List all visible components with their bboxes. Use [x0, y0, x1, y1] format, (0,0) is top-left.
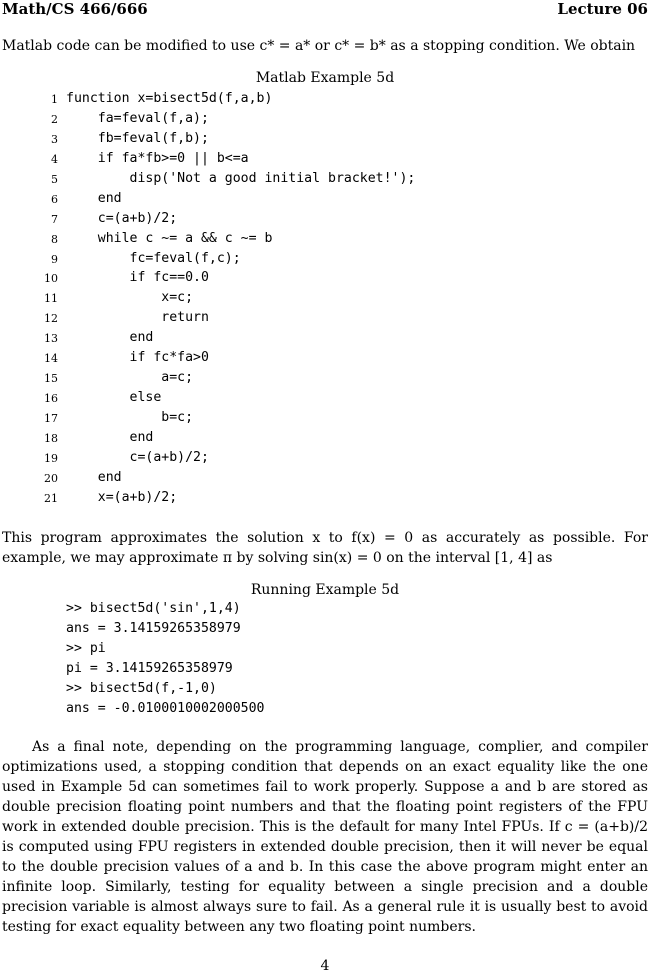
- line-number: 18: [44, 431, 58, 445]
- line-number: 10: [44, 272, 58, 286]
- code-line: [0, 330, 650, 350]
- line-number: 20: [44, 471, 58, 485]
- code-text: fa=feval(f,a);: [66, 110, 209, 126]
- code-text: if fc==0.0: [66, 270, 209, 286]
- code-text: c=(a+b)/2;: [66, 449, 209, 465]
- code-line: [0, 231, 650, 251]
- code-line: [0, 310, 650, 330]
- session-line: ans = 3.14159265358979: [66, 621, 241, 636]
- code-text: function x=bisect5d(f,a,b): [66, 91, 273, 106]
- code-text: if fc*fa>0: [66, 350, 209, 366]
- code-text: end: [66, 190, 122, 206]
- matlab-session: [66, 601, 265, 721]
- intro-paragraph: Matlab code can be modified to use c* = a* or c* = b* as a stopping condition. We obtain: [2, 38, 636, 54]
- page-header: [2, 0, 648, 22]
- code-text: disp('Not a good initial bracket!');: [66, 170, 416, 186]
- code-text: x=(a+b)/2;: [66, 489, 178, 505]
- code-line: [0, 450, 650, 470]
- code-line: [0, 370, 650, 390]
- code-line: [0, 191, 650, 211]
- code-text: return: [66, 310, 209, 326]
- code-text: end: [66, 469, 122, 485]
- code-line: [0, 131, 650, 151]
- code-line: [0, 410, 650, 430]
- final-note-paragraph: As a final note, depending on the programming language, complier, and compiler optimizations used, a stopping condition that depends on an exact equality like the one used in Example 5d can sometimes fail to work properly. Suppose a and b are stored as double precision floating point numbers and that the floating point registers of the FPU work in extended double precision. This is the default for many Intel FPUs. If c = (a+b)/2 is computed using FPU registers in extended double precision, then it will never be equal to the double precision values of a and b. In this case the above program might enter an infinite loop. Similarly, testing for equality between a single precision and a double precision variable is almost always sure to fail. As a general rule it is usually best to avoid testing for exact equality between any two floating point numbers.: [2, 739, 648, 935]
- middle-paragraph: This program approximates the solution x to f(x) = 0 as accurately as possible. For example, we may approximate π by solving sin(x) = 0 on the interval [1, 4] as: [2, 530, 648, 566]
- code-text: while c ~= a && c ~= b: [66, 230, 273, 246]
- line-number: 12: [44, 312, 58, 326]
- line-number: 7: [51, 212, 58, 226]
- code-text: fb=feval(f,b);: [66, 130, 209, 146]
- line-number: 17: [44, 412, 58, 425]
- code-listing: [0, 91, 650, 510]
- line-number: 16: [44, 392, 58, 406]
- page-number: 4: [320, 958, 330, 974]
- course-title: Math/CS 466/666: [2, 0, 148, 18]
- line-number: 6: [51, 192, 58, 206]
- session-line: pi = 3.14159265358979: [66, 661, 233, 676]
- code-line: [0, 430, 650, 450]
- line-number: 21: [44, 491, 58, 505]
- code-text: a=c;: [66, 370, 194, 386]
- code-line: [0, 151, 650, 171]
- lecture-label: Lecture 06: [557, 0, 648, 18]
- code-line: [0, 211, 650, 231]
- code-text: b=c;: [66, 410, 194, 425]
- line-number: 19: [44, 451, 58, 465]
- code-line: [0, 350, 650, 370]
- code-line: [0, 111, 650, 131]
- code-line: [0, 171, 650, 191]
- code-text: c=(a+b)/2;: [66, 210, 178, 226]
- line-number: 8: [51, 232, 58, 246]
- line-number: 13: [44, 332, 58, 346]
- code-text: if fa*fb>=0 || b<=a: [66, 150, 249, 166]
- line-number: 15: [44, 372, 58, 386]
- code-line: [0, 290, 650, 310]
- code-line: [0, 470, 650, 490]
- code-text: end: [66, 429, 154, 445]
- code-line: [0, 251, 650, 271]
- code-line: [0, 91, 650, 111]
- code-line: [0, 390, 650, 410]
- line-number: 4: [51, 152, 58, 166]
- code-line: [0, 270, 650, 290]
- code-text: x=c;: [66, 290, 194, 306]
- session-line: >> pi: [66, 641, 106, 656]
- running-caption: Running Example 5d: [250, 582, 400, 598]
- session-line: >> bisect5d(f,-1,0): [66, 681, 217, 696]
- line-number: 2: [51, 112, 58, 126]
- line-number: 3: [51, 132, 58, 146]
- line-number: 1: [51, 93, 58, 106]
- session-line: >> bisect5d('sin',1,4): [66, 601, 241, 616]
- example-caption: Matlab Example 5d: [255, 70, 395, 86]
- line-number: 5: [51, 172, 58, 186]
- code-line: [0, 490, 650, 510]
- line-number: 14: [44, 352, 58, 366]
- code-text: fc=feval(f,c);: [66, 250, 241, 266]
- code-text: end: [66, 330, 154, 346]
- session-line: ans = -0.0100010002000500: [66, 701, 265, 716]
- code-text: else: [66, 390, 162, 406]
- line-number: 11: [44, 292, 58, 306]
- line-number: 9: [51, 252, 58, 266]
